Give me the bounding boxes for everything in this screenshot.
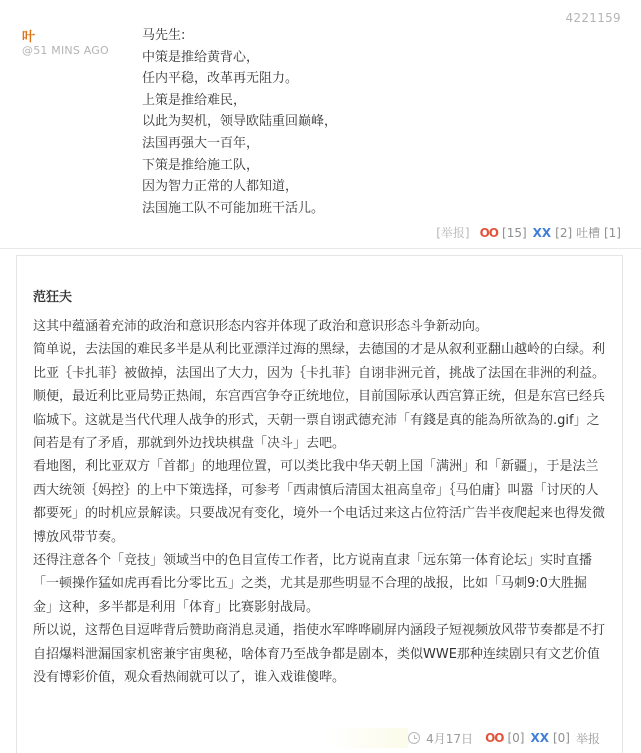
post-id[interactable]: 4221159 — [565, 11, 621, 25]
xx-vote-button[interactable]: XX — [530, 731, 549, 745]
content-line: 法国再强大一百年， — [142, 135, 260, 151]
hot-comment-author: 范狂夫 — [33, 290, 73, 305]
hot-comment-paragraph: 所以说，这帮色目逗哔背后赞助商消息灵通，指使水军哗哗刷屏内涵段子短视频放风带节奏都是不打自招爆料泄漏国家机密兼宇宙奥秘，啥体育乃至战争都是剧本，类似WWE那种连续剧只有文艺价值没有博彩价值，观众看热闹就可以了，谁入戏谁傻哔。 — [33, 623, 606, 686]
xx-count: [2] — [555, 225, 573, 240]
hot-comment-paragraph: 简单说，去法国的难民多半是从利比亚漂洋过海的黑绿，去德国的才是从叙利亚翻山越岭的白绿。利比亚｛卡扎菲｝被做掉，法国出了大力，因为｛卡扎菲｝自诩非洲元首，挑战了法国在非洲的利益。 — [33, 342, 606, 381]
hot-comment-paragraph: 顺便，最近利比亚局势正热闹，东宫西宫争夺正统地位，目前国际承认西宫算正统，但是东宫已经兵临城下。这就是当代代理人战争的形式，天朝一票自诩武德充沛「有錢是真的能為所欲為的.gif」之间若是有了矛盾，那就到外边找块棋盘「决斗」去吧。 — [33, 389, 606, 452]
hot-comment-footer — [328, 728, 600, 748]
content-line: 因为智力正常的人都知道， — [142, 179, 299, 195]
comment-post — [0, 0, 641, 248]
oo-count: [0] — [507, 731, 525, 745]
hot-comment — [16, 255, 623, 753]
clock-icon — [408, 732, 420, 744]
hot-comment-paragraph: 看地图，利比亚双方「首都」的地理位置，可以类比我中华天朝上国「满洲」和「新疆」，于是法兰西大统领｛妈控｝的上中下策选择，可参考「西肃慎后清国太祖高皇帝」｛马伯庸｝叫嚣「讨厌的人都要死」的时机应景解读。只要战况有变化，境外一个电话过来这占位符活广告半夜爬起来也得发微博放风带节奏。 — [33, 459, 606, 545]
hot-comment-paragraph: 这其中蕴涵着充沛的政治和意识形态内容并体现了政治和意识形态斗争新动向。 — [33, 319, 489, 334]
hot-comment-date: 4月17日 — [426, 731, 474, 746]
hot-comment-paragraph: 还得注意各个「竞技」领域当中的色目宣传工作者，比方说南直隶「远东第一体育论坛」实时直播「一顿操作猛如虎再看比分零比五」之类，尤其是那些明显不合理的战报，比如「马刺9:0大胜掘金」这种，多半都是利用「体育」比赛影射战局。 — [33, 553, 593, 615]
content-line: 法国施工队不可能加班干活儿。 — [142, 200, 325, 216]
xx-vote-button[interactable]: XX — [532, 225, 552, 240]
content-line: 下策是推给施工队， — [142, 157, 260, 173]
report-link[interactable]: [举报] — [436, 226, 470, 240]
oo-vote-button[interactable]: OO — [479, 225, 499, 240]
content-line: 中策是推给黄背心， — [142, 49, 260, 65]
content-line: 上策是推给难民， — [142, 92, 247, 108]
xx-count: [0] — [552, 731, 570, 745]
footer-highlight — [328, 728, 408, 748]
report-link[interactable]: 举报 — [575, 731, 600, 746]
tucao-link[interactable]: 吐槽 [1] — [576, 226, 621, 240]
author-name: 叶 — [22, 30, 36, 45]
post-time: @51 MINS AGO — [22, 44, 109, 57]
oo-vote-button[interactable]: OO — [485, 731, 504, 745]
content-line: 任内平稳，改革再无阻力。 — [142, 71, 299, 87]
divider — [0, 248, 641, 249]
vote-bar — [436, 224, 621, 241]
content-line: 马先生: — [142, 28, 186, 43]
oo-count: [15] — [502, 225, 527, 240]
hot-comment-body — [33, 315, 605, 690]
content-line: 以此为契机，领导欧陆重回巅峰， — [142, 114, 338, 130]
post-content — [142, 25, 562, 219]
